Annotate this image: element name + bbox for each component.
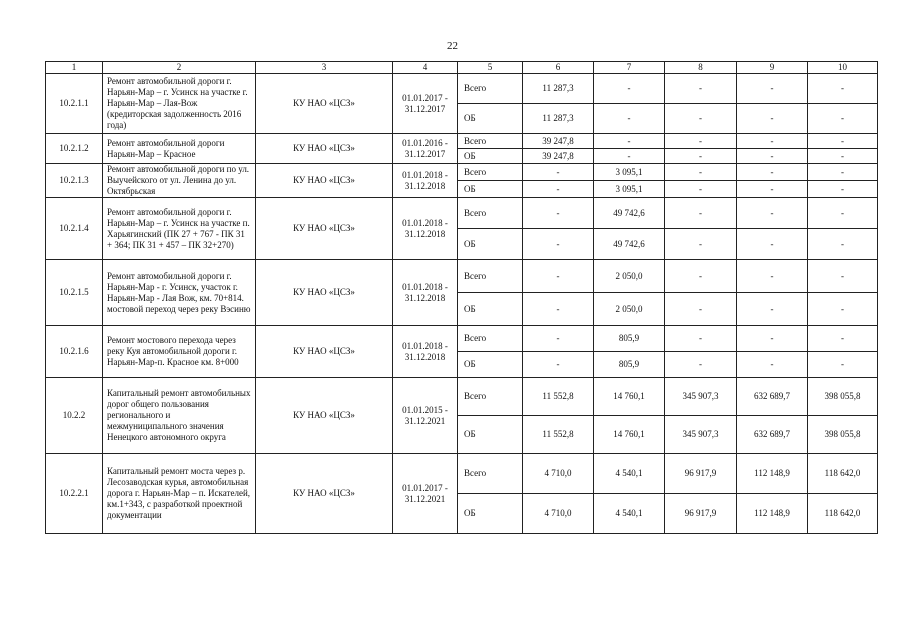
row-organization: КУ НАО «ЦСЗ» — [256, 164, 393, 198]
row-period: 01.01.2017 - 31.12.2021 — [393, 454, 458, 534]
value-cell: - — [808, 74, 878, 104]
value-cell: 49 742,6 — [594, 229, 665, 260]
value-cell: 39 247,8 — [523, 149, 594, 164]
column-header: 8 — [665, 62, 737, 74]
row-period: 01.01.2016 - 31.12.2017 — [393, 134, 458, 164]
row-organization: КУ НАО «ЦСЗ» — [256, 326, 393, 378]
value-cell: - — [808, 104, 878, 134]
value-cell: - — [737, 104, 808, 134]
row-source: ОБ — [458, 416, 523, 454]
table-row — [46, 326, 878, 352]
budget-table — [45, 61, 878, 534]
row-source: Всего — [458, 454, 523, 494]
column-header: 3 — [256, 62, 393, 74]
row-source: Всего — [458, 378, 523, 416]
row-name: Ремонт автомобильной дороги г. Нарьян-Мар - г. Усинск, участок г. Нарьян-Мар - Лая Вож, км. 70+814. мостовой переход через реку Вэсиню — [103, 260, 256, 326]
value-cell: 11 287,3 — [523, 74, 594, 104]
value-cell: 49 742,6 — [594, 198, 665, 229]
table-row — [46, 260, 878, 293]
page-number: 22 — [447, 40, 458, 52]
row-organization: КУ НАО «ЦСЗ» — [256, 378, 393, 454]
value-cell: - — [594, 134, 665, 149]
row-code: 10.2.1.5 — [46, 260, 103, 326]
row-code: 10.2.1.2 — [46, 134, 103, 164]
value-cell: 11 287,3 — [523, 104, 594, 134]
value-cell: - — [665, 149, 737, 164]
value-cell: 345 907,3 — [665, 416, 737, 454]
value-cell: - — [665, 164, 737, 181]
row-period: 01.01.2017 - 31.12.2017 — [393, 74, 458, 134]
value-cell: 96 917,9 — [665, 454, 737, 494]
value-cell: 4 710,0 — [523, 494, 594, 534]
value-cell: - — [665, 352, 737, 378]
value-cell: 632 689,7 — [737, 378, 808, 416]
value-cell: 3 095,1 — [594, 164, 665, 181]
value-cell: - — [737, 181, 808, 198]
row-code: 10.2.1.3 — [46, 164, 103, 198]
value-cell: - — [737, 149, 808, 164]
value-cell: - — [808, 181, 878, 198]
value-cell: 112 148,9 — [737, 494, 808, 534]
value-cell: - — [594, 74, 665, 104]
value-cell: - — [808, 352, 878, 378]
row-organization: КУ НАО «ЦСЗ» — [256, 134, 393, 164]
value-cell: 2 050,0 — [594, 260, 665, 293]
value-cell: - — [737, 198, 808, 229]
value-cell: - — [737, 74, 808, 104]
column-header: 9 — [737, 62, 808, 74]
value-cell: 4 710,0 — [523, 454, 594, 494]
value-cell: - — [808, 260, 878, 293]
row-period: 01.01.2018 - 31.12.2018 — [393, 260, 458, 326]
row-code: 10.2.1.6 — [46, 326, 103, 378]
row-source: Всего — [458, 134, 523, 149]
value-cell: - — [808, 149, 878, 164]
value-cell: - — [523, 260, 594, 293]
value-cell: - — [737, 293, 808, 326]
value-cell: 96 917,9 — [665, 494, 737, 534]
value-cell: 632 689,7 — [737, 416, 808, 454]
row-source: ОБ — [458, 352, 523, 378]
value-cell: 118 642,0 — [808, 454, 878, 494]
row-source: Всего — [458, 74, 523, 104]
value-cell: - — [808, 293, 878, 326]
value-cell: 4 540,1 — [594, 494, 665, 534]
value-cell: - — [808, 134, 878, 149]
value-cell: - — [523, 198, 594, 229]
column-header: 6 — [523, 62, 594, 74]
row-period: 01.01.2015 - 31.12.2021 — [393, 378, 458, 454]
table-row — [46, 134, 878, 149]
value-cell: 805,9 — [594, 326, 665, 352]
value-cell: - — [523, 229, 594, 260]
table-row — [46, 164, 878, 181]
row-source: ОБ — [458, 293, 523, 326]
value-cell: 398 055,8 — [808, 378, 878, 416]
value-cell: 345 907,3 — [665, 378, 737, 416]
header-row — [46, 62, 878, 74]
row-period: 01.01.2018 - 31.12.2018 — [393, 326, 458, 378]
value-cell: 14 760,1 — [594, 378, 665, 416]
value-cell: - — [665, 326, 737, 352]
value-cell: - — [594, 104, 665, 134]
row-name: Ремонт мостового перехода через реку Куя автомобильной дороги г. Нарьян-Мар-п. Красное км. 8+000 — [103, 326, 256, 378]
value-cell: - — [737, 164, 808, 181]
row-source: Всего — [458, 326, 523, 352]
row-name: Капитальный ремонт моста через р. Лесозаводская курья, автомобильная дорога г. Нарьян-Мар – п. Искателей, км.1+343, с разработкой проектной документации — [103, 454, 256, 534]
row-name: Капитальный ремонт автомобильных дорог общего пользования регионального и межмуниципального значения Ненецкого автономного округа — [103, 378, 256, 454]
value-cell: - — [737, 229, 808, 260]
column-header: 5 — [458, 62, 523, 74]
value-cell: 14 760,1 — [594, 416, 665, 454]
column-header: 1 — [46, 62, 103, 74]
value-cell: - — [665, 104, 737, 134]
value-cell: - — [808, 198, 878, 229]
column-header: 2 — [103, 62, 256, 74]
value-cell: - — [808, 229, 878, 260]
value-cell: 2 050,0 — [594, 293, 665, 326]
row-organization: КУ НАО «ЦСЗ» — [256, 260, 393, 326]
value-cell: 11 552,8 — [523, 378, 594, 416]
value-cell: 398 055,8 — [808, 416, 878, 454]
table-row — [46, 454, 878, 494]
value-cell: - — [523, 326, 594, 352]
value-cell: - — [665, 181, 737, 198]
value-cell: - — [808, 326, 878, 352]
table-row — [46, 198, 878, 229]
value-cell: - — [737, 134, 808, 149]
value-cell: 4 540,1 — [594, 454, 665, 494]
row-organization: КУ НАО «ЦСЗ» — [256, 74, 393, 134]
value-cell: - — [665, 74, 737, 104]
value-cell: - — [665, 260, 737, 293]
value-cell: 112 148,9 — [737, 454, 808, 494]
value-cell: - — [523, 293, 594, 326]
row-source: Всего — [458, 164, 523, 181]
value-cell: - — [665, 198, 737, 229]
table-row — [46, 74, 878, 104]
row-name: Ремонт автомобильной дороги г. Нарьян-Мар – г. Усинск на участке г. Нарьян-Мар – Лая-Вож (кредиторская задолженность 2016 года) — [103, 74, 256, 134]
row-organization: КУ НАО «ЦСЗ» — [256, 198, 393, 260]
value-cell: - — [665, 229, 737, 260]
row-name: Ремонт автомобильной дороги по ул. Выучейского от ул. Ленина до ул. Октябрьская — [103, 164, 256, 198]
value-cell: - — [594, 149, 665, 164]
row-source: ОБ — [458, 149, 523, 164]
row-code: 10.2.2 — [46, 378, 103, 454]
row-name: Ремонт автомобильной дороги г. Нарьян-Мар – г. Усинск на участке п. Харьягинский (ПК 27 + 767 - ПК 31 + 364; ПК 31 + 457 – ПК 32+270) — [103, 198, 256, 260]
column-header: 10 — [808, 62, 878, 74]
row-period: 01.01.2018 - 31.12.2018 — [393, 164, 458, 198]
row-name: Ремонт автомобильной дороги Нарьян-Мар – Красное — [103, 134, 256, 164]
column-header: 7 — [594, 62, 665, 74]
row-source: Всего — [458, 260, 523, 293]
row-code: 10.2.2.1 — [46, 454, 103, 534]
row-code: 10.2.1.1 — [46, 74, 103, 134]
value-cell: - — [523, 164, 594, 181]
value-cell: 118 642,0 — [808, 494, 878, 534]
row-source: ОБ — [458, 229, 523, 260]
value-cell: - — [737, 260, 808, 293]
value-cell: - — [737, 352, 808, 378]
row-source: ОБ — [458, 494, 523, 534]
row-code: 10.2.1.4 — [46, 198, 103, 260]
row-source: ОБ — [458, 104, 523, 134]
value-cell: - — [523, 352, 594, 378]
column-header: 4 — [393, 62, 458, 74]
value-cell: - — [523, 181, 594, 198]
value-cell: - — [665, 293, 737, 326]
row-source: ОБ — [458, 181, 523, 198]
table-row — [46, 378, 878, 416]
value-cell: 11 552,8 — [523, 416, 594, 454]
row-source: Всего — [458, 198, 523, 229]
value-cell: - — [665, 134, 737, 149]
value-cell: - — [737, 326, 808, 352]
value-cell: 805,9 — [594, 352, 665, 378]
row-organization: КУ НАО «ЦСЗ» — [256, 454, 393, 534]
value-cell: 39 247,8 — [523, 134, 594, 149]
row-period: 01.01.2018 - 31.12.2018 — [393, 198, 458, 260]
value-cell: - — [808, 164, 878, 181]
value-cell: 3 095,1 — [594, 181, 665, 198]
